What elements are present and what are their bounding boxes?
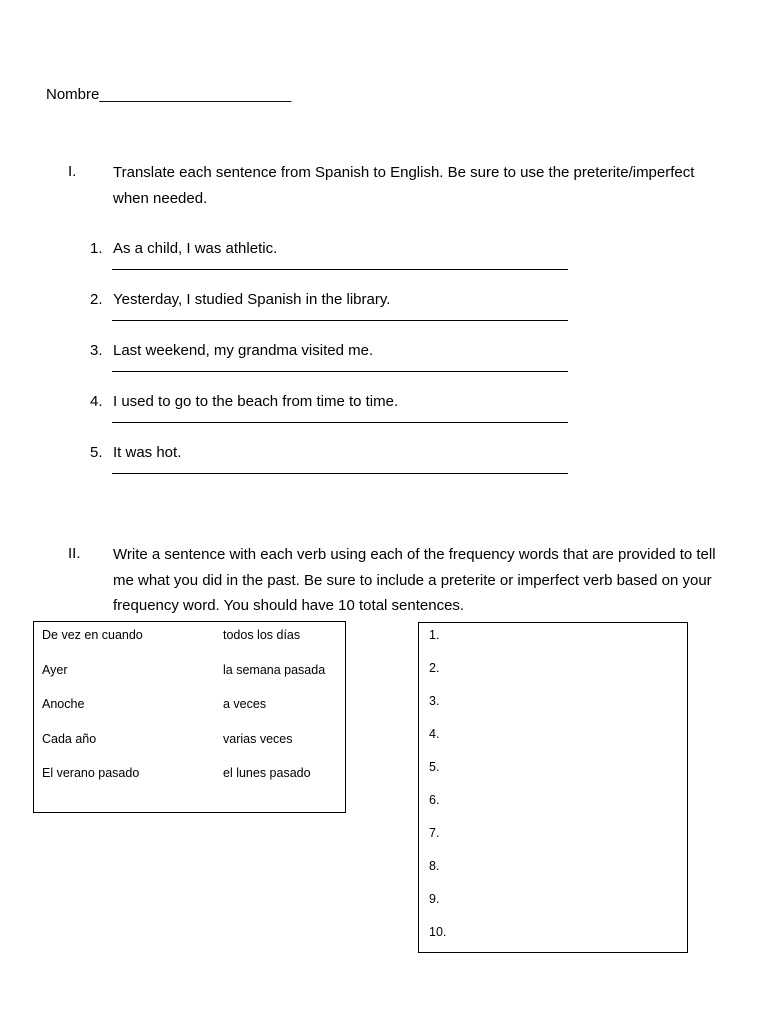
section-instructions: Translate each sentence from Spanish to English. Be sure to use the preterite/imperfect when needed. bbox=[113, 164, 695, 207]
answer-line[interactable] bbox=[112, 269, 568, 270]
section-instructions: Write a sentence with each verb using each of the frequency words that are provided to tell me what you did in the past. Be sure to include a preterite or imperfect verb based on your frequency word. You should have 10 total sentences. bbox=[113, 546, 716, 614]
list-item bbox=[0, 444, 768, 494]
list-item bbox=[0, 393, 768, 443]
frequency-word: varias veces bbox=[223, 732, 293, 746]
frequency-word: el lunes pasado bbox=[223, 766, 311, 780]
answer-line[interactable] bbox=[112, 422, 568, 423]
answer-line[interactable] bbox=[112, 473, 568, 474]
frequency-word: Cada año bbox=[42, 732, 97, 746]
frequency-word: De vez en cuando bbox=[42, 628, 143, 642]
answer-number[interactable]: 5. bbox=[429, 760, 440, 774]
list-item bbox=[0, 291, 768, 341]
answer-line[interactable] bbox=[112, 371, 568, 372]
item-number: 1. bbox=[90, 240, 103, 257]
answer-number[interactable]: 1. bbox=[429, 628, 440, 642]
answer-number[interactable]: 6. bbox=[429, 793, 440, 807]
answer-number[interactable]: 7. bbox=[429, 826, 440, 840]
frequency-word: a veces bbox=[223, 697, 267, 711]
name-field[interactable]: Nombre_______________________ bbox=[46, 86, 292, 103]
item-number: 4. bbox=[90, 393, 103, 410]
answer-number[interactable]: 2. bbox=[429, 661, 440, 675]
item-sentence: Last weekend, my grandma visited me. bbox=[113, 342, 374, 359]
frequency-word: todos los días bbox=[223, 628, 301, 642]
item-number: 5. bbox=[90, 444, 103, 461]
item-number: 3. bbox=[90, 342, 103, 359]
frequency-word: Ayer bbox=[42, 663, 68, 677]
frequency-word: la semana pasada bbox=[223, 663, 326, 677]
frequency-word: Anoche bbox=[42, 697, 85, 711]
item-sentence: I used to go to the beach from time to time. bbox=[113, 393, 399, 410]
answer-number[interactable]: 3. bbox=[429, 694, 440, 708]
item-sentence: Yesterday, I studied Spanish in the library. bbox=[113, 291, 391, 308]
section-numeral: II. bbox=[68, 545, 81, 562]
answer-number[interactable]: 4. bbox=[429, 727, 440, 741]
section-numeral: I. bbox=[68, 163, 77, 180]
item-number: 2. bbox=[90, 291, 103, 308]
answer-number[interactable]: 9. bbox=[429, 892, 440, 906]
frequency-words-box bbox=[33, 621, 346, 813]
answer-number[interactable]: 10. bbox=[429, 925, 447, 939]
list-item bbox=[0, 342, 768, 392]
answer-number[interactable]: 8. bbox=[429, 859, 440, 873]
list-item bbox=[0, 240, 768, 290]
item-sentence: It was hot. bbox=[113, 444, 182, 461]
answer-line[interactable] bbox=[112, 320, 568, 321]
item-sentence: As a child, I was athletic. bbox=[113, 240, 278, 257]
frequency-word: El verano pasado bbox=[42, 766, 140, 780]
answers-box bbox=[418, 622, 688, 953]
